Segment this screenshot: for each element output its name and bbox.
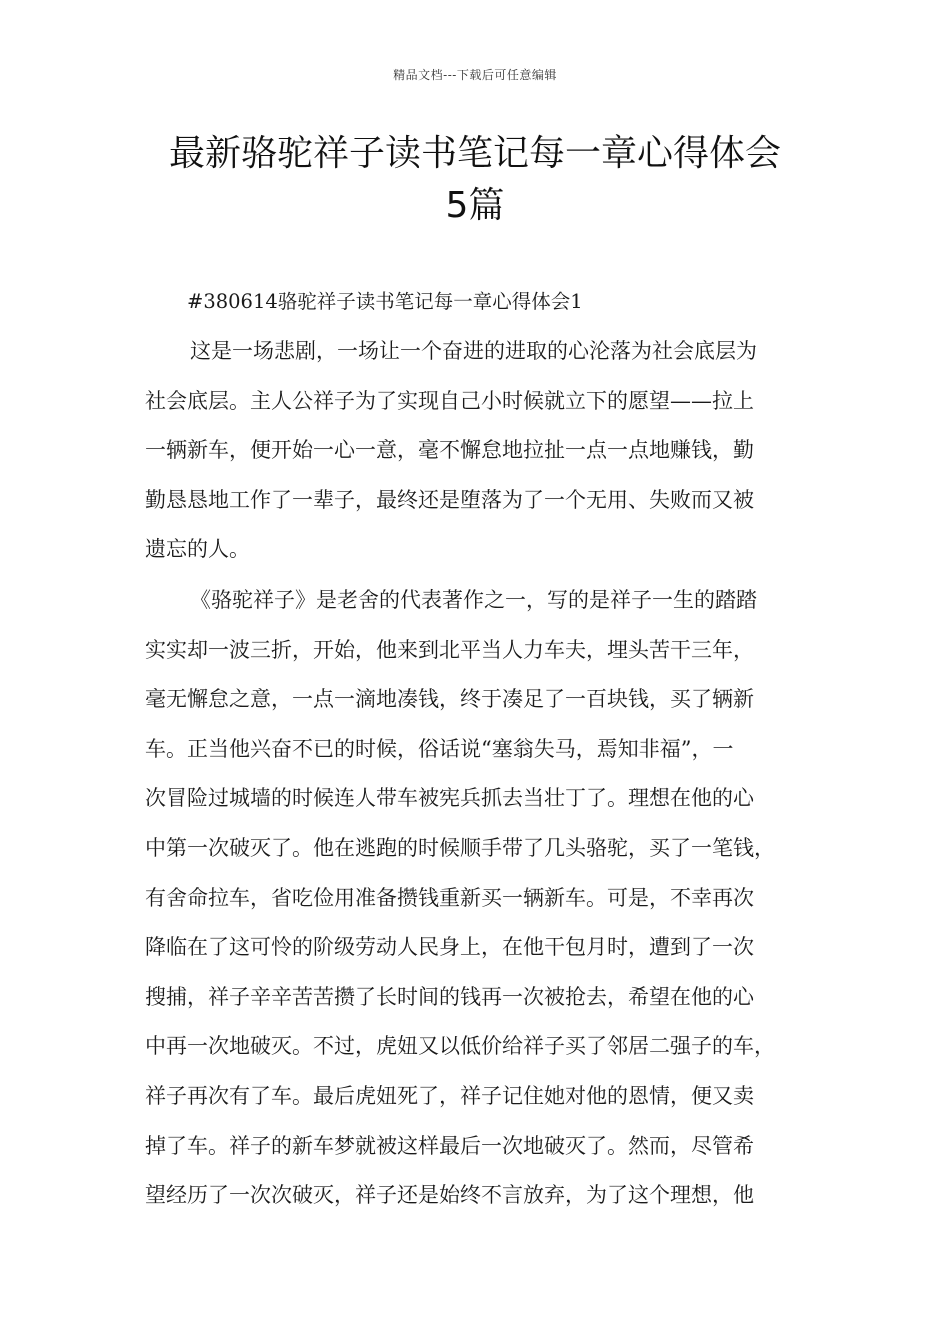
paragraph-line: 勤恳恳地工作了一辈子，最终还是堕落为了一个无用、失败而又被 (145, 487, 754, 512)
section-subheading: #380614骆驼祥子读书笔记每一章心得体会1 (187, 290, 583, 313)
paragraph-line: 搜捕，祥子辛辛苦苦攒了长时间的钱再一次被抢去，希望在他的心 (145, 984, 754, 1009)
paragraph-line: 祥子再次有了车。最后虎妞死了，祥子记住她对他的恩情，便又卖 (145, 1083, 754, 1108)
paragraph-line: 毫无懈怠之意，一点一滴地凑钱，终于凑足了一百块钱，买了辆新 (145, 687, 754, 712)
paragraph-line: 次冒险过城墙的时候连人带车被宪兵抓去当壮丁了。理想在他的心 (145, 786, 754, 811)
paragraph-line: 车。正当他兴奋不已的时候，俗话说“塞翁失马，焉知非福”，一 (145, 736, 734, 761)
paragraph-line: 降临在了这可怜的阶级劳动人民身上，在他干包月时，遭到了一次 (145, 935, 754, 960)
paragraph-line: 中再一次地破灭。不过，虎妞又以低价给祥子买了邻居二强子的车， (145, 1034, 775, 1059)
paragraph-line: 社会底层。主人公祥子为了实现自己小时候就立下的愿望——拉上 (145, 388, 754, 413)
paragraph-1 (145, 327, 815, 575)
header-note: 精品文档---下载后可任意编辑 (393, 68, 557, 82)
paragraph-line: 望经历了一次次破灭，祥子还是始终不言放弃，为了这个理想，他 (145, 1183, 754, 1208)
title-line-1: 最新骆驼祥子读书笔记每一章心得体会 (168, 133, 781, 174)
paragraph-line: 《骆驼祥子》是老舍的代表著作之一，写的是祥子一生的踏踏 (190, 588, 757, 612)
paragraph-line: 中第一次破灭了。他在逃跑的时候顺手带了几头骆驼，买了一笔钱， (145, 835, 775, 860)
paragraph-line: 遗忘的人。 (145, 537, 250, 562)
paragraph-line: 有舍命拉车，省吃俭用准备攒钱重新买一辆新车。可是，不幸再次 (145, 885, 754, 910)
document-title (100, 128, 850, 232)
paragraph-2 (145, 576, 815, 1221)
paragraph-line: 这是一场悲剧，一场让一个奋进的进取的心沦落为社会底层为 (190, 339, 757, 363)
paragraph-line: 一辆新车，便开始一心一意，毫不懈怠地拉扯一点一点地赚钱，勤 (145, 438, 754, 463)
title-line-2: 5篇 (445, 185, 505, 226)
paragraph-line: 掉了车。祥子的新车梦就被这样最后一次地破灭了。然而，尽管希 (145, 1133, 754, 1158)
paragraph-line: 实实却一波三折，开始，他来到北平当人力车夫，埋头苦干三年， (145, 637, 754, 662)
